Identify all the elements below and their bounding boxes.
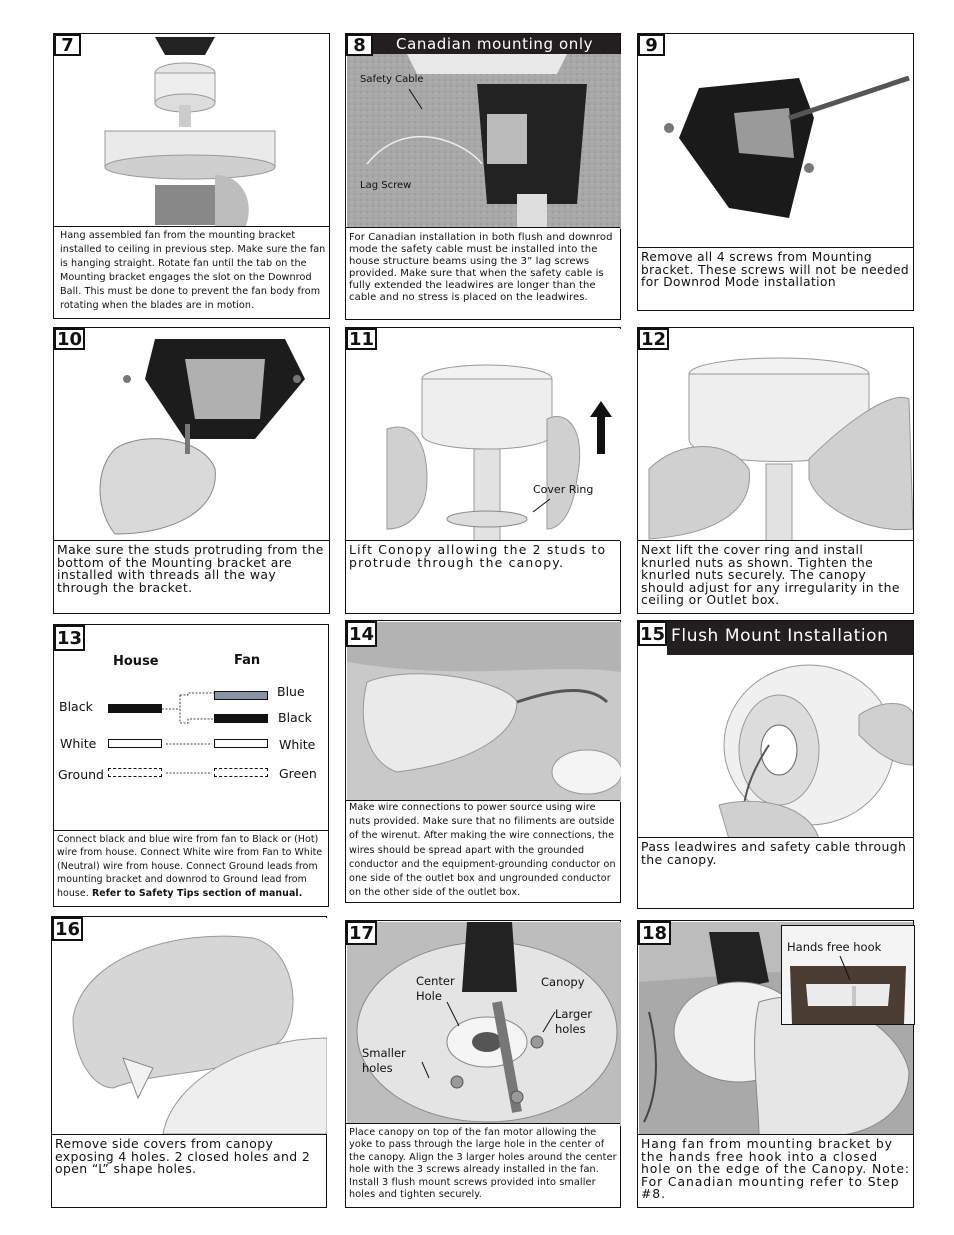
step-16-panel [51, 916, 327, 1208]
step-11-photo [347, 329, 621, 541]
step-7-panel [53, 33, 330, 319]
step-18-panel [637, 920, 914, 1208]
step-12-panel [637, 327, 914, 614]
step-number: 16 [52, 917, 83, 941]
house-white-wire [108, 739, 162, 748]
step-12-caption: Next lift the cover ring and install knurled nuts as shown. Tighten the knurled nuts securely. The canopy should adjust for any irregularity in the ceiling or Outlet box. [638, 540, 913, 613]
step-7-photo [55, 35, 329, 228]
step-number: 11 [346, 328, 377, 350]
fan-green-label: Green [279, 766, 317, 781]
step-9-photo [639, 58, 913, 248]
step-number: 12 [638, 328, 669, 350]
step-16-caption: Remove side covers from canopy exposing 4 holes. 2 closed holes and 2 open “L” shape holes. [52, 1134, 326, 1207]
step-10-panel [53, 327, 330, 614]
hands-free-hook-label: Hands free hook [787, 940, 882, 954]
house-heading: House [113, 654, 159, 669]
step-15-photo [639, 655, 913, 839]
step-number: 15 [638, 621, 667, 646]
step-number: 17 [346, 921, 377, 945]
fan-blue-wire [214, 691, 268, 700]
step-10-photo [55, 329, 329, 541]
lag-screw-label: Lag Screw [360, 180, 412, 191]
step-7-caption: Hang assembled fan from the mounting bracket installed to ceiling in previous step. Make sure the fan is hanging straight. Rotate fan until the tab on the Mounting bracket engages the slot on the Downrod Ball. This must be done to prevent the fan body from rotating when the blades are in motion. [54, 226, 329, 318]
house-ground-wire [108, 768, 162, 777]
fan-white-wire [214, 739, 268, 748]
step-18-caption: Hang fan from mounting bracket by the hands free hook into a closed hole on the edge of the Canopy. Note: For Canadian mounting refer to Step #8. [638, 1134, 913, 1207]
step-number: 8 [346, 34, 373, 56]
fan-blue-label: Blue [277, 684, 305, 699]
step-10-caption: Make sure the studs protruding from the bottom of the Mounting bracket are installed with threads all the way through the bracket. [54, 540, 329, 613]
step-number: 10 [54, 328, 85, 350]
step-15-panel [637, 620, 914, 909]
connection-lines [162, 685, 216, 785]
house-white-label: White [60, 736, 97, 751]
step-13-caption-bold: Refer to Safety Tips section of manual. [91, 887, 303, 899]
house-black-wire [108, 704, 162, 713]
step-17-panel [345, 920, 621, 1208]
fan-heading: Fan [234, 653, 261, 668]
step-8-panel [345, 33, 621, 320]
center-hole-label: Center Hole [416, 974, 455, 1003]
step-11-caption: Lift Conopy allowing the 2 studs to protrude through the canopy. [346, 540, 620, 613]
step-number: 18 [638, 921, 671, 945]
step-number: 9 [638, 34, 665, 56]
step-14-caption: Make wire connections to power source using wire nuts provided. Make sure that no filiments are outside of the wirenut. After making the wire connections, the wires should be spread apart with the grounded conductor and the equipment-grounding conductor on one side of the outlet box and ungrounded conductor on the other side of the outlet box. [346, 800, 620, 902]
step-15-header: Flush Mount Installation [667, 621, 913, 655]
canopy-label: Canopy [541, 975, 585, 989]
step-9-caption: Remove all 4 screws from Mounting bracket. These screws will not be needed for Downrod Mode installation [638, 247, 913, 310]
step-12-photo [639, 329, 913, 541]
step-13-panel [53, 624, 329, 907]
step-14-panel [345, 620, 621, 903]
step-13-caption-text: Connect black and blue wire from fan to Black or (Hot) wire from house. Connect White wire from Fan to White (Neutral) wire from house. Connect Ground leads from mounting bracket and downrod to Ground lead from house. [57, 834, 323, 899]
step-8-header: Canadian mounting only [372, 34, 620, 54]
step-number: 13 [54, 625, 85, 651]
step-17-caption: Place canopy on top of the fan motor allowing the yoke to pass through the large hole in the center of the canopy. Align the 3 larger holes around the center hole with the 3 screws already installed in the fan. Install 3 flush mount screws provided into smaller holes and tighten securely. [346, 1123, 620, 1207]
smaller-holes-label: Smaller holes [362, 1046, 406, 1075]
fan-black-wire [214, 714, 268, 723]
step-13-caption [54, 830, 328, 906]
step-9-panel [637, 33, 914, 311]
fan-green-wire [214, 768, 268, 777]
house-black-label: Black [59, 699, 93, 714]
cover-ring-label: Cover Ring [533, 483, 594, 496]
step-number: 14 [346, 621, 377, 647]
step-8-caption: For Canadian installation in both flush and downrod mode the safety cable must be installed into the house structure beams using the 3” lag screws provided. Make sure that when the safety cable is fully extended the leadwires are longer than the cable and no stress is placed on the leadwires. [346, 227, 620, 319]
step-number: 7 [54, 34, 81, 56]
step-14-photo [347, 622, 621, 802]
safety-cable-label: Safety Cable [360, 74, 424, 85]
step-16-photo [53, 918, 327, 1134]
step-15-caption: Pass leadwires and safety cable through the canopy. [638, 837, 913, 908]
fan-white-label: White [279, 737, 316, 752]
house-ground-label: Ground [58, 767, 104, 782]
larger-holes-label: Larger holes [555, 1007, 593, 1036]
fan-black-label: Black [278, 710, 312, 725]
step-11-panel [345, 327, 621, 614]
